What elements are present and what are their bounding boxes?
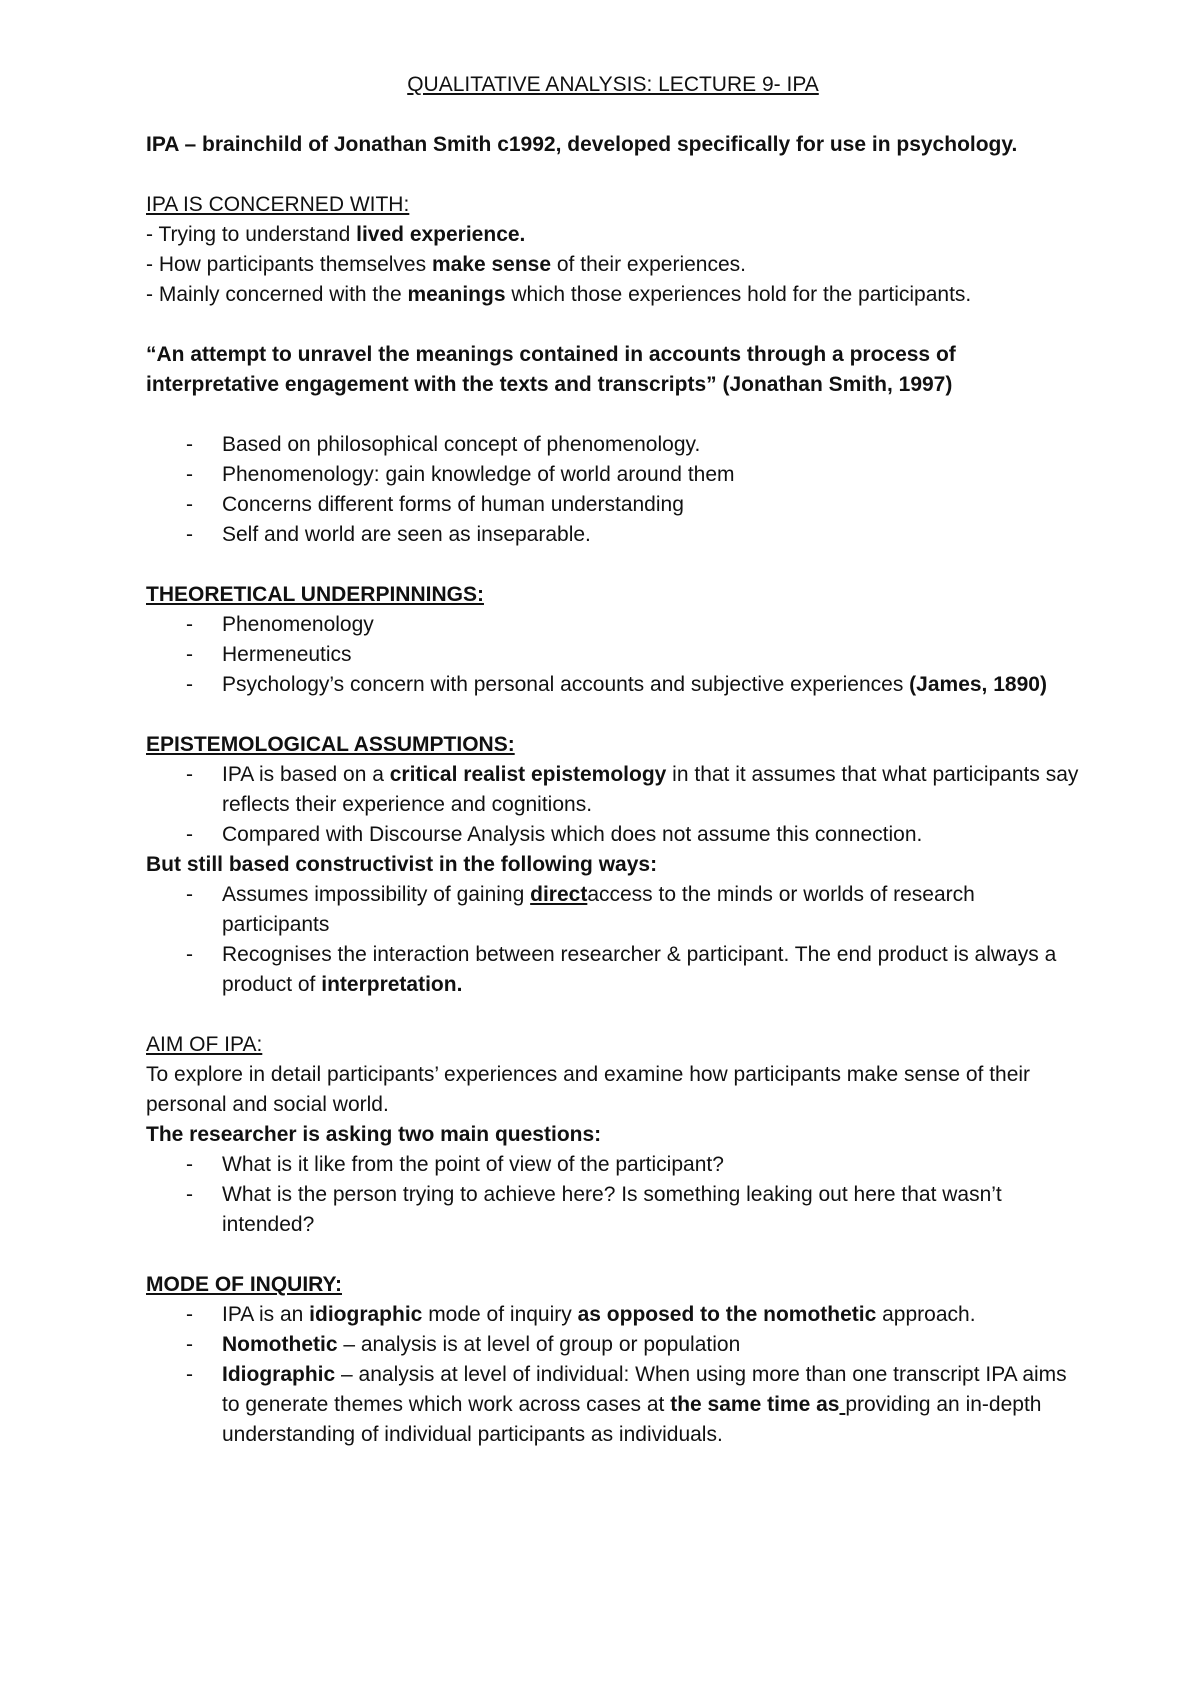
- list-item: - Self and world are seen as inseparable.: [222, 520, 1080, 550]
- mode-list: [146, 1300, 1080, 1450]
- constructivist-list: [146, 880, 1080, 1000]
- epistemological-list: [146, 760, 1080, 850]
- list-item: [222, 670, 1080, 700]
- mode-item-3-term: Idiographic: [222, 1363, 336, 1386]
- smith-quote: “An attempt to unravel the meanings contained in accounts through a process of interpretative engagement with the texts and transcripts” (Jonathan Smith, 1997): [146, 343, 956, 396]
- concerned-line-2: [146, 250, 1080, 280]
- phenomenology-list: [146, 430, 1080, 550]
- list-item: - What is it like from the point of view of the participant?: [222, 1150, 1080, 1180]
- intro-line: IPA – brainchild of Jonathan Smith c1992, developed specifically for use in psychology.: [146, 133, 1018, 156]
- concerned-line-1-bold: lived experience.: [356, 223, 526, 246]
- list-item: - Phenomenology: gain knowledge of world around them: [222, 460, 1080, 490]
- mode-item-2-rest: – analysis is at level of group or population: [337, 1333, 741, 1356]
- concerned-line-2-bold: make sense: [431, 253, 552, 276]
- mode-item-1-nomothetic: as opposed to the nomothetic: [577, 1303, 877, 1326]
- concerned-line-3-rest: which those experiences hold for the participants.: [505, 283, 972, 306]
- list-item: - Concerns different forms of human understanding: [222, 490, 1080, 520]
- constructivist-lead: But still based constructivist in the following ways:: [146, 853, 658, 876]
- mode-item-3-text: – analysis at level of individual: When using more than one transcript IPA aims to generate themes which work across cases at: [222, 1363, 1067, 1416]
- list-item: - What is the person trying to achieve here? Is something leaking out here that wasn’t intended?: [222, 1180, 1080, 1240]
- aim-text: To explore in detail participants’ experiences and examine how participants make sense of their personal and social world.: [146, 1063, 1031, 1116]
- concerned-heading: IPA IS CONCERNED WITH:: [146, 193, 410, 216]
- questions-list: [146, 1150, 1080, 1240]
- concerned-line-3-bold: meanings: [407, 283, 506, 306]
- mode-item-1-rest: approach.: [876, 1303, 976, 1326]
- concerned-line-3-text: - Mainly concerned with the: [146, 283, 408, 306]
- mode-item-3-rest: providing an in-depth understanding of individual participants as individuals.: [222, 1393, 1042, 1446]
- mode-item-1-text: IPA is an: [222, 1303, 310, 1326]
- constructivist-item-1-bold: direct: [530, 883, 588, 906]
- list-item: - Based on philosophical concept of phenomenology.: [222, 430, 1080, 460]
- constructivist-item-2-bold: interpretation.: [321, 973, 463, 996]
- epistemological-item-1-bold: critical realist epistemology: [389, 763, 667, 786]
- constructivist-item-2-text: Recognises the interaction between researcher & participant. The end product is always a product of: [222, 943, 1057, 996]
- list-item: [222, 1300, 1080, 1330]
- aim-heading: AIM OF IPA:: [146, 1033, 263, 1056]
- theoretical-item-3-text: Psychology’s concern with personal accounts and subjective experiences: [222, 673, 910, 696]
- list-item: [222, 760, 1080, 820]
- list-item: [222, 940, 1080, 1000]
- concerned-line-1-text: - Trying to understand: [146, 223, 357, 246]
- mode-item-1-middle: mode of inquiry: [422, 1303, 578, 1326]
- mode-item-2-term: Nomothetic: [222, 1333, 338, 1356]
- concerned-line-3: [146, 280, 1080, 310]
- questions-lead: The researcher is asking two main questions:: [146, 1123, 602, 1146]
- theoretical-heading: THEORETICAL UNDERPINNINGS:: [146, 583, 484, 606]
- theoretical-list: [146, 610, 1080, 700]
- list-item: - Phenomenology: [222, 610, 1080, 640]
- concerned-line-2-rest: of their experiences.: [551, 253, 746, 276]
- list-item: - Compared with Discourse Analysis which does not assume this connection.: [222, 820, 1080, 850]
- list-item: [222, 1330, 1080, 1360]
- constructivist-item-1-text: Assumes impossibility of gaining: [222, 883, 531, 906]
- constructivist-item-1-rest: access to the minds or worlds of research participants: [222, 883, 975, 936]
- mode-item-3-bold: the same time as: [670, 1393, 840, 1416]
- concerned-line-2-text: - How participants themselves: [146, 253, 432, 276]
- epistemological-heading: EPISTEMOLOGICAL ASSUMPTIONS:: [146, 733, 515, 756]
- list-item: [222, 880, 1080, 940]
- epistemological-item-1-text: IPA is based on a: [222, 763, 390, 786]
- concerned-line-1: [146, 220, 1080, 250]
- mode-item-1-idiographic: idiographic: [309, 1303, 423, 1326]
- epistemological-item-1-rest: in that it assumes that what participants say reflects their experience and cognitions.: [222, 763, 1079, 816]
- theoretical-item-3-citation: (James, 1890): [909, 673, 1047, 696]
- mode-heading: MODE OF INQUIRY:: [146, 1273, 342, 1296]
- page-title: QUALITATIVE ANALYSIS: LECTURE 9- IPA: [407, 73, 819, 96]
- list-item: - Hermeneutics: [222, 640, 1080, 670]
- list-item: [222, 1360, 1080, 1450]
